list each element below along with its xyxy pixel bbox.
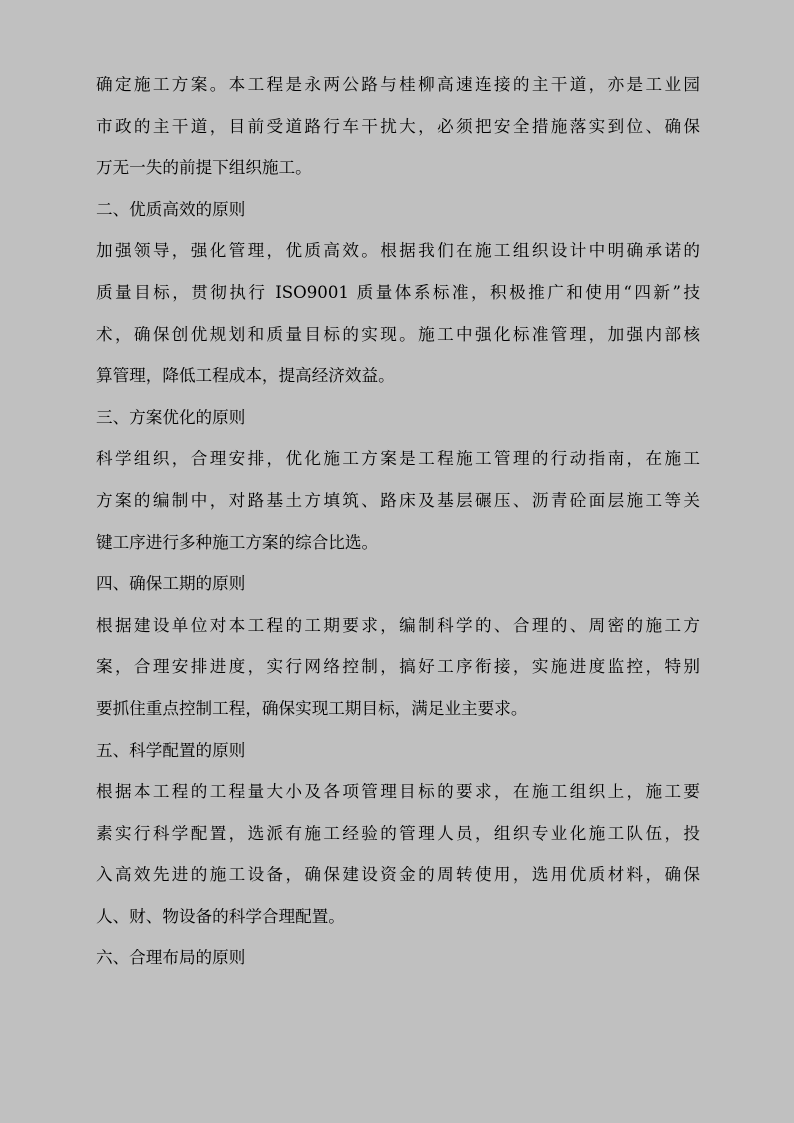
body-line: 科学组织，合理安排，优化施工方案是工程施工管理的行动指南，在施工 bbox=[96, 449, 700, 469]
body-line: 质量目标，贯彻执行 ISO9001 质量体系标准，积极推广和使用“四新”技 bbox=[96, 282, 700, 302]
body-line: 算管理，降低工程成本，提高经济效益。 bbox=[96, 366, 395, 386]
section-heading: 五、科学配置的原则 bbox=[96, 740, 246, 760]
body-line: 市政的主干道，目前受道路行车干扰大，必须把安全措施落实到位、确保 bbox=[96, 116, 700, 136]
section-heading: 四、确保工期的原则 bbox=[96, 574, 246, 594]
body-line: 确定施工方案。本工程是永两公路与桂柳高速连接的主干道，亦是工业园 bbox=[96, 75, 700, 94]
body-line: 加强领导，强化管理，优质高效。根据我们在施工组织设计中明确承诺的 bbox=[96, 241, 700, 261]
body-line: 方案的编制中，对路基土方填筑、路床及基层碾压、沥青砼面层施工等关 bbox=[96, 490, 700, 510]
body-line: 案，合理安排进度，实行网络控制，搞好工序衔接，实施进度监控，特别 bbox=[96, 657, 700, 677]
body-line: 要抓住重点控制工程，确保实现工期目标，满足业主要求。 bbox=[96, 698, 528, 718]
body-line: 根据建设单位对本工程的工期要求，编制科学的、合理的、周密的施工方 bbox=[96, 615, 700, 635]
body-line: 入高效先进的施工设备，确保建设资金的周转使用，选用优质材料，确保 bbox=[96, 865, 700, 885]
section-heading: 六、合理布局的原则 bbox=[96, 948, 246, 968]
body-line: 万无一失的前提下组织施工。 bbox=[96, 158, 312, 178]
body-line: 键工序进行多种施工方案的综合比选。 bbox=[96, 532, 379, 552]
section-heading: 二、优质高效的原则 bbox=[96, 199, 246, 219]
body-line: 素实行科学配置，选派有施工经验的管理人员，组织专业化施工队伍，投 bbox=[96, 823, 700, 843]
section-heading: 三、方案优化的原则 bbox=[96, 407, 246, 427]
body-line: 术，确保创优规划和质量目标的实现。施工中强化标准管理，加强内部核 bbox=[96, 324, 700, 344]
body-line: 根据本工程的工程量大小及各项管理目标的要求，在施工组织上，施工要 bbox=[96, 782, 700, 802]
body-line: 人、财、物设备的科学合理配置。 bbox=[96, 906, 345, 926]
document-body bbox=[96, 64, 700, 979]
